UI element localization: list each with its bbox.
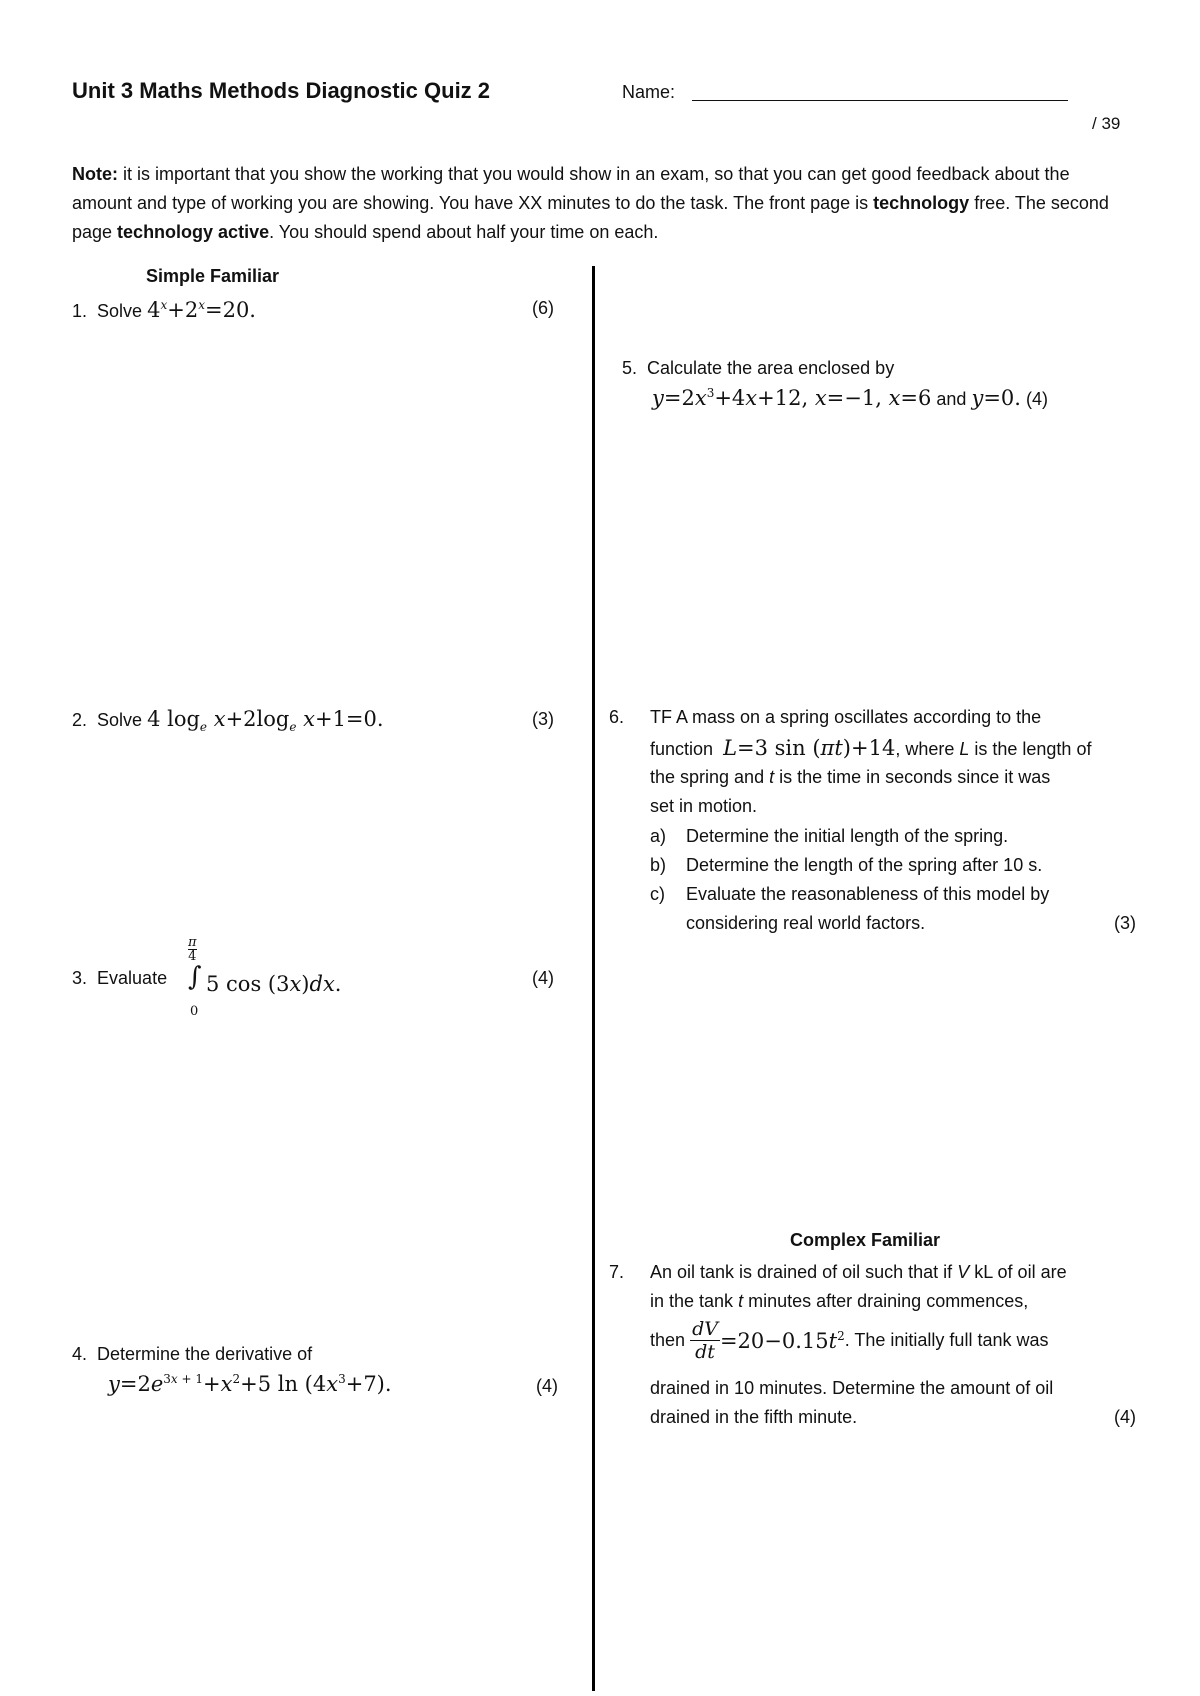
- question-7-line-2: in the tank t minutes after draining commences,: [650, 1291, 1029, 1311]
- integral-lower-limit: 0: [190, 1004, 199, 1019]
- question-5-marks: (4): [1025, 389, 1048, 409]
- name-label: Name:: [622, 82, 676, 102]
- question-6-part-c-line-2: considering real world factors.: [686, 913, 926, 933]
- note-label: Note:: [72, 164, 118, 184]
- question-7-line-3: then $\frac{dV}{dt}$ $=20-0.15t^2$. The initially full tank was: [650, 1318, 1049, 1363]
- total-score: / 39: [1092, 114, 1121, 133]
- question-3: 3. Evaluate: [72, 968, 168, 988]
- question-6-part-c-label: c): [650, 884, 665, 904]
- column-divider: [592, 266, 595, 1691]
- question-4-marks: (4): [536, 1376, 558, 1396]
- question-6-line-1: TF A mass on a spring oscillates according to the: [650, 707, 1042, 727]
- question-1: 1. Solve $4^x+2^x=20$.: [72, 298, 256, 322]
- question-3-marks: (4): [532, 968, 554, 988]
- integral-upper-limit: π 4: [188, 935, 197, 964]
- question-7-number: 7.: [609, 1262, 625, 1282]
- question-4-expression: $y=2e^{3x + 1}+x^2+5$ $\ln (4x^3+7)$.: [108, 1372, 392, 1396]
- question-6-line-2: function L=3 sin (πt)+14, where L is the length of: [650, 736, 1092, 760]
- question-6-number: 6.: [609, 707, 625, 727]
- question-6-part-b-label: b): [650, 855, 667, 875]
- question-1-marks: (6): [532, 298, 554, 318]
- page-title: Unit 3 Maths Methods Diagnostic Quiz 2: [72, 78, 491, 103]
- question-7-line-1: An oil tank is drained of oil such that if V kL of oil are: [650, 1262, 1067, 1282]
- question-6-line-4: set in motion.: [650, 796, 758, 816]
- question-7-line-5: drained in the fifth minute.: [650, 1407, 858, 1427]
- question-6-part-a-label: a): [650, 826, 667, 846]
- question-7-line-4: drained in 10 minutes. Determine the amount of oil: [650, 1378, 1054, 1398]
- question-7-marks: (4): [1114, 1407, 1136, 1427]
- question-4: 4. Determine the derivative of: [72, 1344, 313, 1364]
- question-6-part-c: Evaluate the reasonableness of this model by: [686, 884, 1050, 904]
- question-6-part-a: Determine the initial length of the spring.: [686, 826, 1009, 846]
- question-6-marks: (3): [1114, 913, 1136, 933]
- question-5: 5. Calculate the area enclosed by: [622, 358, 895, 378]
- name-field[interactable]: [692, 84, 1068, 101]
- question-5-expression: $y=2x^3+4x+12$, x=−1, x=6 and y=0. (4): [652, 386, 1048, 410]
- section-simple-familiar: Simple Familiar: [146, 266, 280, 286]
- section-complex-familiar: Complex Familiar: [790, 1230, 941, 1250]
- integral-expression: 5 cos (3x)dx.: [206, 972, 342, 996]
- instructions-note: Note: it is important that you show the working that you would show in an exam, so that you can get good feedback about the amount and type of working you are showing. You have XX minutes to do the task. The front page is technology free. The second page technology active. You should spend about half your time on each.: [72, 164, 1109, 242]
- question-2: 2. Solve 4 $\log_e x+2\log_e$ x+1=0.: [72, 707, 384, 735]
- integral-sign: ∫: [188, 962, 202, 992]
- question-6-line-3: the spring and t is the time in seconds since it was: [650, 767, 1051, 787]
- question-6-part-b: Determine the length of the spring after 10 s.: [686, 855, 1043, 875]
- question-2-marks: (3): [532, 709, 554, 729]
